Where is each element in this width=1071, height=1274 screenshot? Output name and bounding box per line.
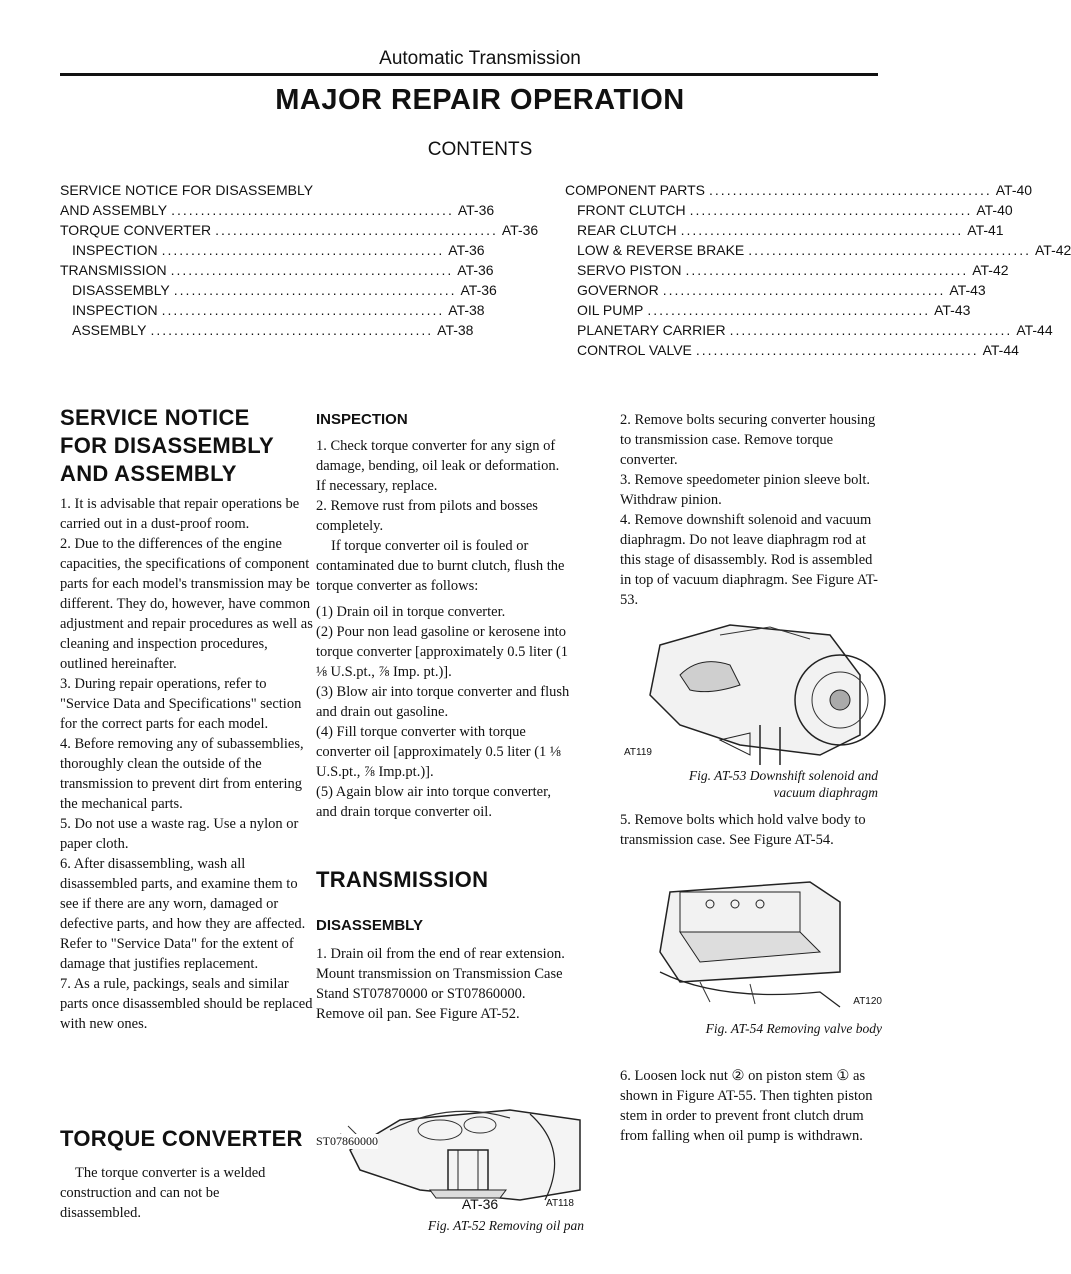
toc-entry-page: AT-41 bbox=[967, 222, 1004, 238]
toc-entry[interactable] bbox=[60, 202, 495, 222]
toc-entry[interactable] bbox=[565, 302, 971, 322]
toc-entry-label: SERVICE NOTICE FOR DISASSEMBLY bbox=[60, 182, 314, 198]
toc-entry[interactable] bbox=[60, 282, 497, 302]
toc-leader: ................................................ bbox=[695, 342, 979, 358]
toc-leader: ................................................ bbox=[150, 322, 434, 338]
toc-leader: ................................................ bbox=[729, 322, 1013, 338]
toc-entry-page: AT-36 bbox=[460, 282, 497, 298]
column-right bbox=[620, 410, 880, 610]
figure-caption: Fig. AT-54 Removing valve body bbox=[705, 1021, 882, 1036]
page-number: AT-36 bbox=[461, 1196, 499, 1212]
toc-entry[interactable] bbox=[565, 202, 1013, 222]
toc-entry-page: AT-38 bbox=[448, 302, 485, 318]
toc-entry-label: LOW & REVERSE BRAKE bbox=[577, 242, 745, 258]
toc-entry-page: AT-36 bbox=[448, 242, 485, 258]
paragraph: (3) Blow air into torque converter and flush and drain out gasoline. bbox=[316, 684, 570, 720]
column-right-continued bbox=[620, 810, 880, 850]
toc-entry-label: FRONT CLUTCH bbox=[577, 202, 686, 218]
toc-leader: ................................................ bbox=[685, 262, 969, 278]
toc-entry-label: CONTROL VALVE bbox=[577, 342, 692, 358]
heading-line: FOR DISASSEMBLY bbox=[60, 433, 274, 458]
paragraph: 1. Check torque converter for any sign of damage, bending, oil leak or deformation. If necessary, replace. bbox=[316, 438, 560, 494]
toc-entry-page: AT-42 bbox=[972, 262, 1009, 278]
toc-right bbox=[565, 182, 1071, 362]
toc-entry-label: INSPECTION bbox=[72, 302, 158, 318]
section-heading-transmission: TRANSMISSION bbox=[316, 867, 489, 892]
toc-entry[interactable] bbox=[565, 222, 1004, 242]
toc-entry-label: GOVERNOR bbox=[577, 282, 659, 298]
toc-leader: ................................................ bbox=[161, 302, 445, 318]
toc-entry-label: TRANSMISSION bbox=[60, 262, 167, 278]
paragraph: (5) Again blow air into torque converter, and drain torque converter oil. bbox=[316, 784, 551, 820]
paragraph: (2) Pour non lead gasoline or kerosene into torque converter [approximately 0.5 liter (1 ⅛ U.S.pt., ⅞ Imp. pt.)]. bbox=[316, 624, 569, 680]
toc-entry-page: AT-40 bbox=[976, 202, 1013, 218]
column-middle bbox=[316, 410, 572, 822]
toc-leader: ................................................ bbox=[215, 222, 498, 238]
paragraph: 4. Remove downshift solenoid and vacuum diaphragm. Do not leave diaphragm rod at this stage of disassembly. Rod is assembled in top of vacuum diaphragm. See Figure AT-53. bbox=[620, 512, 879, 608]
figure-code: AT118 bbox=[546, 1198, 574, 1209]
toc-entry-label: DISASSEMBLY bbox=[72, 282, 170, 298]
paragraph: (4) Fill torque converter with torque converter oil [approximately 0.5 liter (1 ⅛ U.S.pt., ⅞ Imp.pt.)]. bbox=[316, 724, 561, 780]
toc-entry-label: TORQUE CONVERTER bbox=[60, 222, 212, 238]
paragraph: 3. Remove speedometer pinion sleeve bolt. Withdraw pinion. bbox=[620, 472, 871, 508]
toc-leader: ................................................ bbox=[647, 302, 931, 318]
toc-entry[interactable] bbox=[565, 342, 1019, 362]
subheading-disassembly: DISASSEMBLY bbox=[316, 917, 423, 934]
toc-entry-page: AT-43 bbox=[934, 302, 971, 318]
toc-entry-page: AT-42 bbox=[1034, 242, 1071, 258]
column-left bbox=[60, 404, 314, 1034]
running-header: Automatic Transmission bbox=[379, 48, 581, 69]
toc-entry-label: INSPECTION bbox=[72, 242, 158, 258]
paragraph: 5. Remove bolts which hold valve body to transmission case. See Figure AT-54. bbox=[620, 812, 866, 848]
toc-entry[interactable] bbox=[60, 242, 485, 262]
toc-entry[interactable] bbox=[60, 322, 474, 342]
caption-line: vacuum diaphragm bbox=[773, 785, 878, 800]
paragraph: 5. Do not use a waste rag. Use a nylon or paper cloth. bbox=[60, 816, 299, 852]
toc-entry-page: AT-40 bbox=[995, 182, 1033, 198]
paragraph: 6. Loosen lock nut ② on piston stem ① as shown in Figure AT-55. Then tighten piston stem in order to prevent front clutch drum from falling when oil pump is withdrawn. bbox=[620, 1068, 873, 1144]
paragraph: 3. During repair operations, refer to "Service Data and Specifications" section for the correct parts for each model. bbox=[60, 676, 302, 732]
caption-line: Fig. AT-53 Downshift solenoid and bbox=[688, 768, 878, 783]
heading-line: SERVICE NOTICE bbox=[60, 405, 250, 430]
subheading-inspection: INSPECTION bbox=[316, 411, 408, 428]
paragraph: 1. It is advisable that repair operations be carried out in a dust-proof room. bbox=[60, 496, 300, 532]
figure-at53 bbox=[620, 615, 882, 765]
toc-leader: ................................................ bbox=[170, 262, 454, 278]
toc-leader: ................................................ bbox=[748, 242, 1031, 258]
toc-entry-label: SERVO PISTON bbox=[577, 262, 682, 278]
toc-entry-page: AT-44 bbox=[1016, 322, 1053, 338]
toc-leader: ................................................ bbox=[171, 202, 454, 218]
header-rule bbox=[60, 73, 878, 76]
heading-line: AND ASSEMBLY bbox=[60, 461, 237, 486]
toc-entry[interactable] bbox=[60, 302, 485, 322]
column-right-final bbox=[620, 1066, 882, 1146]
toc-entry-label: OIL PUMP bbox=[577, 302, 644, 318]
figure-caption: Fig. AT-52 Removing oil pan bbox=[427, 1218, 584, 1233]
tool-label: ST07860000 bbox=[316, 1134, 379, 1148]
page-title: MAJOR REPAIR OPERATION bbox=[275, 84, 685, 116]
paragraph: If torque converter oil is fouled or contaminated due to burnt clutch, flush the torque converter as follows: bbox=[316, 538, 565, 594]
toc-entry[interactable] bbox=[60, 222, 539, 242]
figure-at54 bbox=[640, 872, 882, 1012]
toc-entry[interactable] bbox=[60, 182, 366, 202]
toc-entry-page: AT-36 bbox=[457, 262, 494, 278]
toc-leader: ................................................ bbox=[161, 242, 445, 258]
figure-caption bbox=[620, 767, 878, 801]
toc-entry-page: AT-38 bbox=[437, 322, 474, 338]
toc-leader: ................................................ bbox=[709, 182, 992, 198]
toc-left bbox=[60, 182, 539, 342]
paragraph: (1) Drain oil in torque converter. bbox=[316, 604, 506, 620]
toc-entry-label: COMPONENT PARTS bbox=[565, 182, 706, 198]
toc-entry[interactable] bbox=[565, 182, 1033, 202]
toc-entry-page: AT-36 bbox=[457, 202, 495, 218]
paragraph: The torque converter is a welded construction and can not be disassembled. bbox=[60, 1165, 266, 1221]
toc-entry-label: PLANETARY CARRIER bbox=[577, 322, 726, 338]
toc-entry[interactable] bbox=[565, 322, 1053, 342]
valve-body-illustration bbox=[640, 872, 882, 1012]
toc-entry[interactable] bbox=[565, 242, 1071, 262]
contents-heading: CONTENTS bbox=[427, 139, 533, 160]
paragraph: 4. Before removing any of subassemblies, thoroughly clean the outside of the transmission to prevent dirt from entering the mechanical parts. bbox=[60, 736, 304, 812]
toc-entry-label: REAR CLUTCH bbox=[577, 222, 677, 238]
section-heading-torque-converter: TORQUE CONVERTER bbox=[60, 1126, 303, 1151]
toc-leader: ................................................ bbox=[662, 282, 946, 298]
toc-entry-label: AND ASSEMBLY bbox=[60, 202, 168, 218]
paragraph: 6. After disassembling, wash all disassembled parts, and examine them to see if there are any worn, damaged or defective parts, and how they are affected. Refer to "Service Data" for the extent of damage that justifies replacement. bbox=[60, 856, 306, 972]
toc-entry-page: AT-43 bbox=[949, 282, 986, 298]
paragraph: 2. Due to the differences of the engine capacities, the specifications of component parts for each model's transmission may be different. They do, however, have common adjustment and repair procedures as well as cleaning and inspection procedures, outlined hereinafter. bbox=[60, 536, 313, 672]
transmission-on-stand-illustration bbox=[330, 1090, 580, 1210]
section-heading-service-notice bbox=[60, 404, 314, 488]
figure-code: AT120 bbox=[853, 996, 882, 1007]
downshift-solenoid-illustration bbox=[620, 615, 882, 765]
toc-leader: ................................................ bbox=[680, 222, 964, 238]
transmission-block bbox=[316, 866, 572, 1024]
paragraph: 1. Drain oil from the end of rear extension. Mount transmission on Transmission Case Stand ST07870000 or ST07860000. Remove oil pan. See Figure AT-52. bbox=[316, 946, 565, 1022]
toc-entry[interactable] bbox=[565, 282, 986, 302]
figure-code: AT119 bbox=[624, 747, 652, 758]
toc-entry-label: ASSEMBLY bbox=[72, 322, 147, 338]
paragraph: 7. As a rule, packings, seals and similar parts once disassembled should be replaced with new ones. bbox=[60, 976, 313, 1032]
toc-entry[interactable] bbox=[60, 262, 494, 282]
toc-leader: ................................................ bbox=[173, 282, 457, 298]
paragraph: 2. Remove rust from pilots and bosses completely. bbox=[316, 498, 538, 534]
toc-entry-page: AT-36 bbox=[501, 222, 539, 238]
paragraph: 2. Remove bolts securing converter housing to transmission case. Remove torque converter. bbox=[620, 412, 876, 468]
toc-entry[interactable] bbox=[565, 262, 1009, 282]
toc-entry-page: AT-44 bbox=[982, 342, 1019, 358]
toc-leader: ................................................ bbox=[689, 202, 973, 218]
